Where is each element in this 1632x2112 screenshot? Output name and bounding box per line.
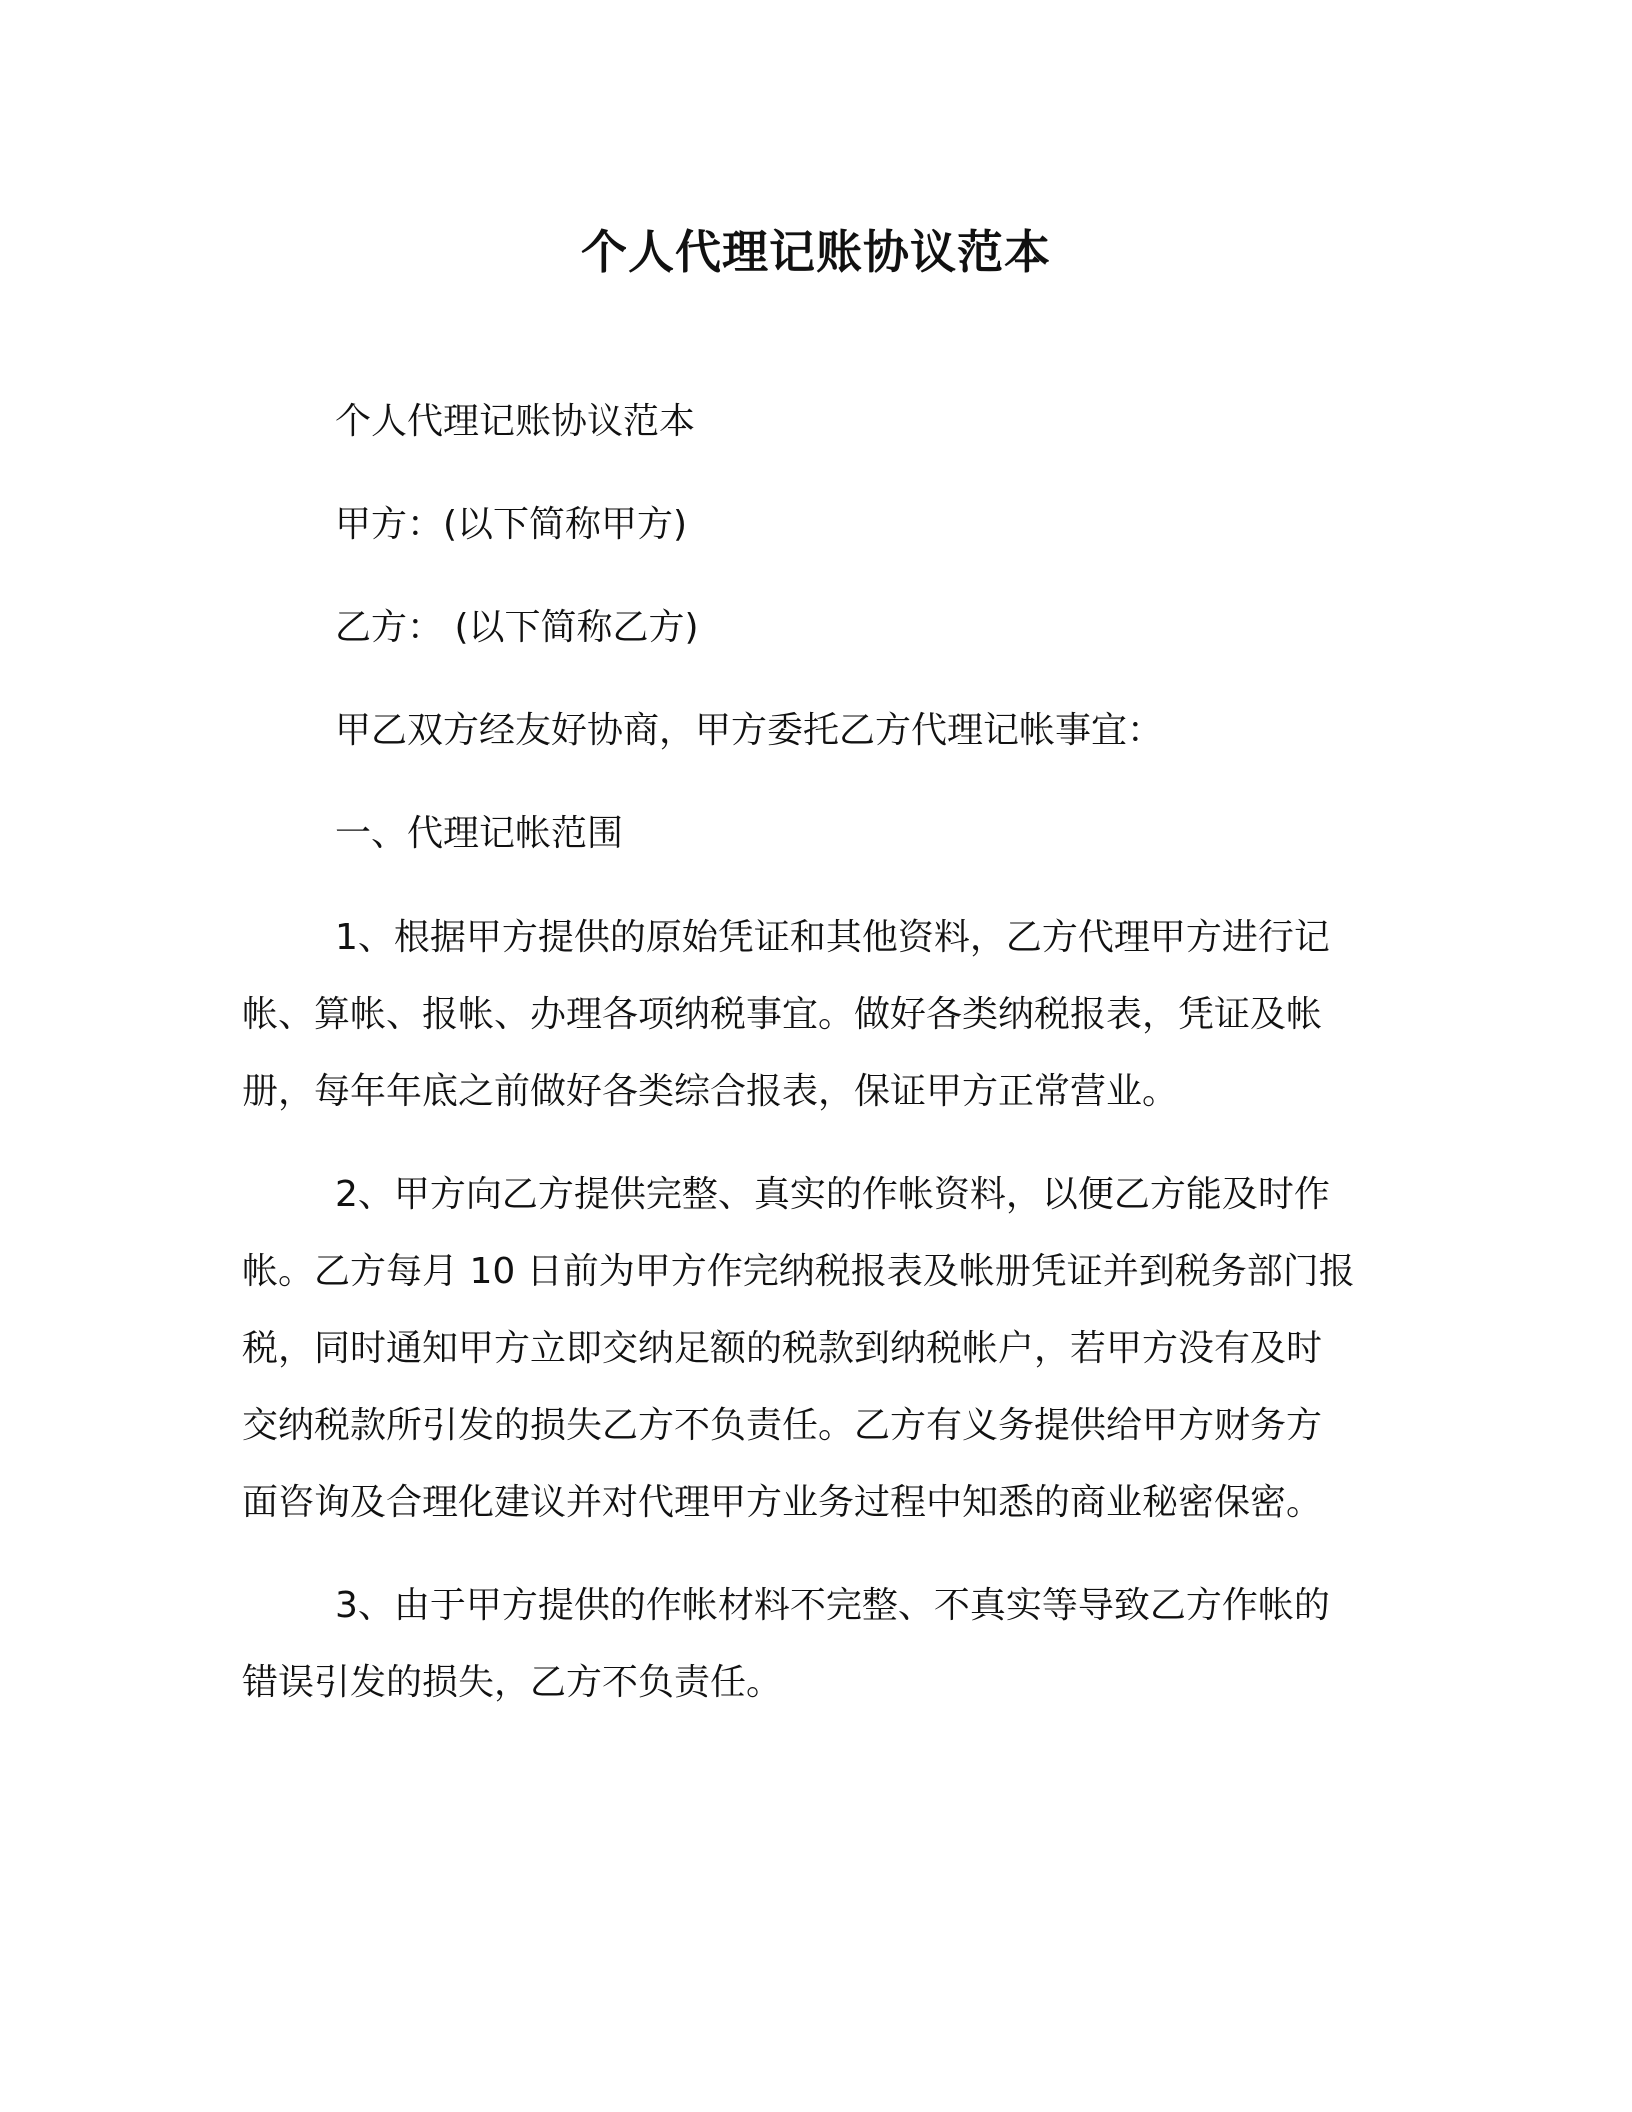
party-b-line: 乙方： (以下简称乙方) bbox=[335, 607, 699, 648]
clause-1-line-3: 册，每年年底之前做好各类综合报表，保证甲方正常营业。 bbox=[242, 1071, 1179, 1112]
document-subtitle: 个人代理记账协议范本 bbox=[335, 401, 696, 442]
clause-2-line-5: 面咨询及合理化建议并对代理甲方业务过程中知悉的商业秘密保密。 bbox=[242, 1482, 1323, 1523]
party-a-line: 甲方：(以下简称甲方) bbox=[335, 504, 688, 545]
section-1-heading: 一、代理记帐范围 bbox=[335, 813, 624, 854]
clause-1-line-2: 帐、算帐、报帐、办理各项纳税事宜。做好各类纳税报表，凭证及帐 bbox=[242, 994, 1323, 1035]
clause-2-line-2: 帐。乙方每月 10 日前为甲方作完纳税报表及帐册凭证并到税务部门报 bbox=[242, 1251, 1355, 1292]
clause-1-line-1: 1、根据甲方提供的原始凭证和其他资料，乙方代理甲方进行记 bbox=[335, 917, 1330, 958]
clause-2-line-4: 交纳税款所引发的损失乙方不负责任。乙方有义务提供给甲方财务方 bbox=[242, 1405, 1323, 1446]
clause-2-line-1: 2、甲方向乙方提供完整、真实的作帐资料，以便乙方能及时作 bbox=[335, 1174, 1330, 1215]
clause-3-line-2: 错误引发的损失，乙方不负责任。 bbox=[242, 1662, 783, 1703]
clause-3-line-1: 3、由于甲方提供的作帐材料不完整、不真实等导致乙方作帐的 bbox=[335, 1585, 1330, 1626]
document-title: 个人代理记账协议范本 bbox=[581, 225, 1051, 279]
clause-2-line-3: 税，同时通知甲方立即交纳足额的税款到纳税帐户，若甲方没有及时 bbox=[242, 1328, 1323, 1369]
intro-line: 甲乙双方经友好协商，甲方委托乙方代理记帐事宜： bbox=[335, 710, 1164, 751]
